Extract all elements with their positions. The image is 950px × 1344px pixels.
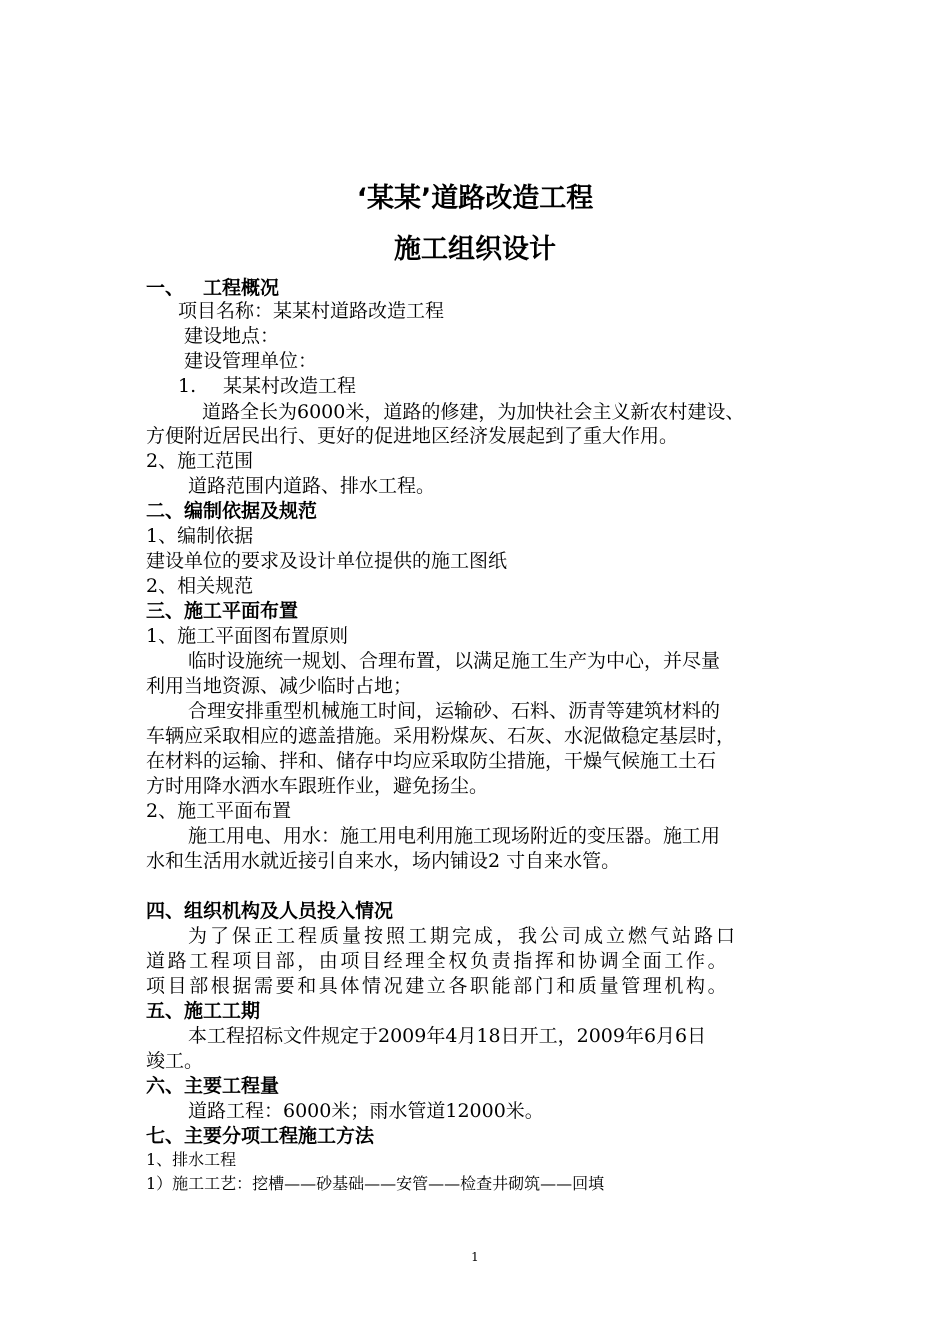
paragraph-line: 道路工程项目部，由项目经理全权负责指挥和协调全面工作。 [146, 950, 730, 972]
paragraph-line: 本工程招标文件规定于2009年4月18日开工，2009年6月6日 [188, 1025, 707, 1047]
project-name: 项目名称：某某村道路改造工程 [178, 300, 445, 322]
paragraph-line: 道路工程：6000米；雨水管道12000米。 [188, 1100, 544, 1122]
paragraph-line: 建设单位的要求及设计单位提供的施工图纸 [146, 550, 508, 572]
paragraph-line: 1）施工工艺：挖槽——砂基础——安管——检查井砌筑——回填 [146, 1174, 605, 1193]
paragraph-line: 为了保正工程质量按照工期完成，我公司成立燃气站路口 [188, 925, 739, 947]
section-2-heading: 二、编制依据及规范 [146, 500, 318, 522]
management-unit: 建设管理单位： [184, 350, 318, 372]
subsection-heading: 1、施工平面图布置原则 [146, 625, 349, 647]
list-item-number: 1. [178, 375, 197, 397]
paragraph-line: 道路范围内道路、排水工程。 [188, 475, 436, 497]
subsection-heading: 1、编制依据 [146, 525, 254, 547]
paragraph-line: 道路全长为6000米，道路的修建，为加快社会主义新农村建设、 [202, 401, 745, 423]
paragraph-line: 方便附近居民出行、更好的促进地区经济发展起到了重大作用。 [146, 425, 679, 447]
construction-location: 建设地点： [184, 325, 280, 347]
paragraph-line: 车辆应采取相应的遮盖措施。采用粉煤灰、石灰、水泥做稳定基层时， [146, 725, 736, 747]
paragraph-line: 水和生活用水就近接引自来水，场内铺设2 寸自来水管。 [146, 850, 621, 872]
paragraph-line: 方时用降水洒水车跟班作业，避免扬尘。 [146, 775, 489, 797]
page-number: 1 [471, 1250, 479, 1264]
document-title: ‘某某’道路改造工程 [356, 183, 594, 214]
section-7-heading: 七、主要分项工程施工方法 [146, 1125, 375, 1147]
list-item-text: 某某村改造工程 [223, 375, 357, 397]
document-subtitle: 施工组织设计 [394, 234, 556, 265]
section-4-heading: 四、组织机构及人员投入情况 [146, 900, 394, 922]
paragraph-line: 项目部根据需要和具体情况建立各职能部门和质量管理机构。 [146, 975, 730, 997]
paragraph-line: 利用当地资源、减少临时占地； [146, 675, 413, 697]
subsection-heading: 1、排水工程 [146, 1150, 237, 1169]
section-1-heading-number: 一、 [146, 277, 185, 299]
subsection-heading: 2、相关规范 [146, 575, 254, 597]
section-3-heading: 三、施工平面布置 [146, 600, 299, 622]
paragraph-line: 竣工。 [146, 1050, 204, 1072]
subsection-heading: 2、施工范围 [146, 450, 254, 472]
paragraph-line: 在材料的运输、拌和、储存中均应采取防尘措施，干燥气候施工土石 [146, 750, 717, 772]
paragraph-line: 合理安排重型机械施工时间，运输砂、石料、沥青等建筑材料的 [188, 700, 721, 722]
paragraph-line: 施工用电、用水：施工用电利用施工现场附近的变压器。施工用 [188, 825, 721, 847]
subsection-heading: 2、施工平面布置 [146, 800, 292, 822]
paragraph-line: 临时设施统一规划、合理布置，以满足施工生产为中心，并尽量 [188, 650, 721, 672]
section-5-heading: 五、施工工期 [146, 1000, 261, 1022]
section-1-heading: 工程概况 [203, 277, 280, 299]
section-6-heading: 六、主要工程量 [146, 1075, 280, 1097]
